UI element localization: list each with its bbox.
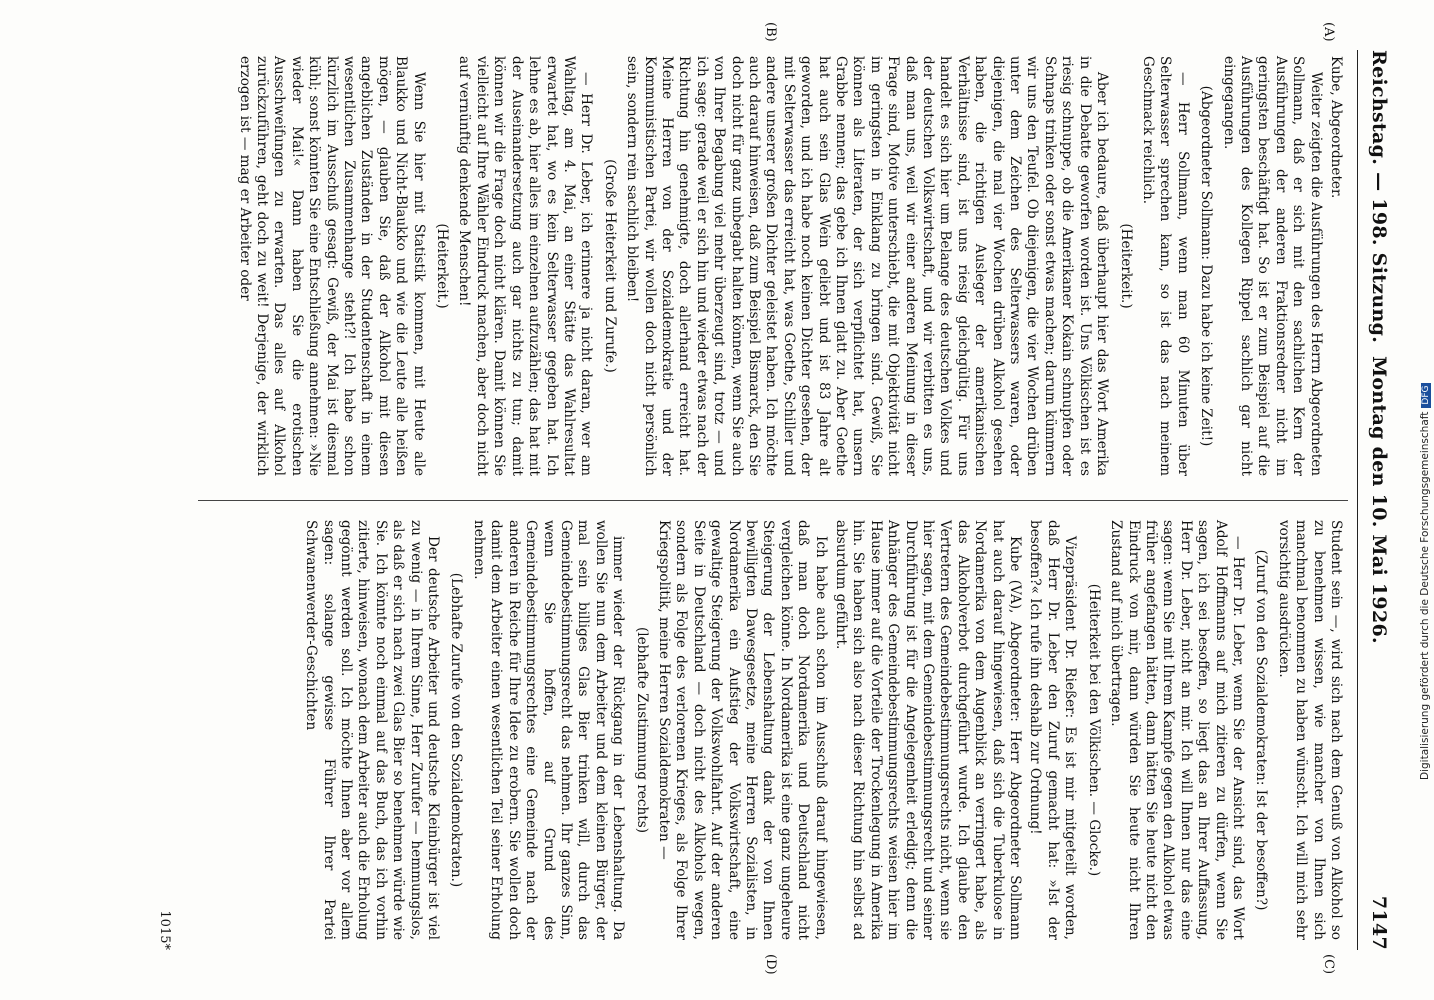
paragraph: Student sein —, wird sich nach dem Genuß von Alkohol so zu benehmen wissen, wie mancher von Ihnen sich manchmal benommen zu haben wünscht. Ich will mich sehr vorsichtig ausdrücken. [1275, 520, 1344, 940]
digitization-credit [1419, 220, 1434, 780]
paragraph: Aber ich bedaure, daß überhaupt hier das Wort Amerika in die Debatte geworfen worden ist. Uns Völkischen ist es riesig schnuppe, ob die Amerikaner Kokain schnupfen oder Schnaps trinken oder sonst etwas machen; darum kümmern wir uns den Teufel. Ob diejenigen, die vier Wochen drüben unter dem Zeichen des Selterwassers waren, oder diejenigen, die mal vier Wochen drüben Alkohol gesehen haben, die richtigen Ausleger der amerikanischen Verhältnisse sind, ist uns riesig gleichgültig. Für uns handelt es sich hier um Belange des deutschen Volkes und der deutschen Volkswirtschaft, und wir verbitten es uns, daß man uns, weil wir einer anderen Meinung in dieser Frage sind, Motive unterschiebt, die mit Objektivität nicht im geringsten in Einklang zu bringen sind. Gewiß, Sie können als Literaten, der sich verpflichtet hat, unsern Grabbe nennen; das gebe ich Ihnen glatt zu. Aber Goethe hat auch sein Glas Wein geliebt und ist 83 Jahre alt geworden, und ich habe noch keinen Dichter gesehen, der mit Selterwasser das erreicht hat, was Goethe, Schiller und andere unserer großen Dichter geleistet haben. Ich möchte auch darauf hinweisen, daß zum Beispiel Bismarck, den Sie doch nicht für ganz unbegabt halten können, wenn Sie auch von Ihrer Begabung viel mehr überzeugt sind, trotz — und ich sage: gerade weil er sich hin und wieder etwas nach der Richtung hin genehmigte, doch allerhand erreicht hat. Meine Herren von der Sozialdemokratie und der Kommunistischen Partei, wir wollen doch nicht persönlich sein, sondern rein sachlich bleiben! [624, 56, 1111, 476]
paragraph: Kube (VA), Abgeordneter: Herr Abgeordneter Sollmann hat auch darauf hingewiesen, daß sich die Tuberkulose in Nordamerika von dem Augenblick an verringert habe, als das Alkoholverbot durchgeführt wurde. Ich glaube den Vertretern des Gemeindebestimmungsrechts nicht, wenn sie hier sagen, mit dem Gemeindebestimmungsrecht und seiner Durchführung ist für die Angelegenheit erledigt; denn die Anhänger des Gemeindebestimmungsrechts weisen hier im Hause immer auf die Vorteile der Trockenlegung in Amerika hin. Sie haben sich also nach dieser Richtung hin selbst ad absurdum geführt. [833, 520, 1024, 940]
credit-text: Digitalisierung gefördert durch die Deutsche Forschungsgemeinschaft [1419, 411, 1431, 780]
rotated-page [138, 22, 1398, 975]
paragraph: Wenn Sie hier mit Statistik kommen, mit Heute alle Blaukko und Nicht-Blaukko und wie die Leute alle heißen mögen, — glauben Sie, daß der Alkohol mit diesen angeblichen Zuständen in der Studentenschaft in einem wesentlichen Zusammenhange steht?! Ich habe schon kürzlich im Ausschuß gesagt: Gewiß, der Mai ist diesmal kühl; sonst könnten Sie eine Entschließung annehmen: »Nie wieder Mai!« Dann haben Sie die erotischen Ausschweifungen zu erwarten. Das alles auf Alkohol zurückzuführen, geht doch zu weit! Derjenige, der wirklich erzogen ist — mag er Arbeiter oder [236, 56, 427, 476]
margin-mark-d: (D) [763, 954, 778, 975]
interjection: (Heiterkeit.) [434, 223, 451, 309]
column-divider [198, 500, 1348, 501]
header-page-number: 7147 [1368, 895, 1390, 950]
paragraph: Kube, Abgeordneter. [1328, 56, 1344, 199]
interjection: (Abgeordneter Sollmann: Dazu habe ich keine Zeit!) [1198, 85, 1215, 447]
interjection: (Zuruf von den Sozialdemokraten: Ist der besoffen?) [1253, 549, 1270, 911]
header-left: Reichstag. — 198. Sitzung. [1368, 50, 1390, 344]
paragraph: — Herr Dr. Leber, wenn Sie der Ansicht sind, das Wort Adolf Hoffmanns auf mich zitieren zu dürfen, wenn Sie sagen, ich sei besoffen, so liegt das an Ihrer Auffassung, Herr Dr. Leber, nicht an mir. Ich will Ihnen nur das eine sagen: wenn Sie mit Ihrem Kampfe gegen den Alkohol etwas früher angefangen hätten, dann hätten Sie heute nicht den Eindruck von mir, dann würden Sie heute nicht Ihren Zustand auf mich übertragen. [1108, 520, 1246, 940]
paragraph: Ich habe auch schon im Ausschuß darauf hingewiesen, daß man doch Nordamerika und Deutschland nicht vergleichen könne. In Nordamerika ist eine ganz ungeheure Steigerung der Lebenshaltung dank der von Ihnen bewilligten Dawesgesetze, meine Herren Sozialisten, in Nordamerika ein Aufstieg der Volkswirtschaft, eine gewaltige Steigerung der Volkswohlfahrt. Auf der anderen Seite in Deutschland — doch nicht des Alkohols wegen, sondern als Folge des verlorenen Krieges, als Folge Ihrer Kriegspolitik, meine Herren Sozialdemokraten — [655, 520, 829, 940]
page-header [1357, 50, 1398, 950]
interjection: (Heiterkeit bei den Völkischen. — Glocke.) [1085, 583, 1102, 877]
margin-mark-c: (C) [1321, 954, 1336, 975]
paragraph: Der deutsche Arbeiter und deutsche Kleinbürger ist viel zu wenig — in Ihrem Sinne, Herr Zurufer — hemmungslos, als daß er sich nach zwei Glas Bier so benehmen würde wie Sie. Ich könnte noch einmal auf das Buch, das ich vorhin zitierte, hinweisen, wonach dem Arbeiter auch die Erholung gegönnt werden soll. Ich möchte Ihnen aber vor allem sagen: solange gewisse Führer Ihrer Partei Schwanenwerder-Geschichten [303, 520, 442, 940]
interjection: (Große Heiterkeit und Zurufe.) [601, 159, 618, 373]
paragraph: Vizepräsident Dr. Rießer: Es ist mir mitgeteilt worden, daß Herr Dr. Leber den Zuruf gemacht hat: »Ist der besoffen?« Ich rufe ihn deshalb zur Ordnung! [1027, 520, 1079, 940]
dfg-logo: DFG [1421, 383, 1431, 408]
interjection: (Lebhafte Zurufe von den Sozialdemokraten.) [448, 572, 465, 888]
right-column [299, 520, 1344, 940]
paragraph: immer wieder der Rückgang in der Lebenshaltung. Da wollen Sie nun dem Arbeiter und dem kleinen Bürger, der mal sein billiges Glas Bier trinken will, durch das Gemeindebestimmungsrecht das nehmen. Ihr ganzes Sinn, wenn Sie hoffen, auf Grund des Gemeindebestimmungsrechtes eine Gemeinde nach der anderen in Reiche für Ihre Idee zu erobern. Sie wollen doch damit dem Arbeiter einen wesentlichen Teil seiner Erholung nehmen. [470, 520, 627, 940]
interjection: (Heiterkeit.) [1117, 223, 1134, 309]
paragraph: Weiter zeigten die Ausführungen des Herrn Abgeordneten Sollmann, daß er sich mit den sachlichen Kern der Ausführungen der anderen Fraktionsredner nicht im geringsten beschäftigt hat. So ist er zum Beispiel auf die Ausführungen des Kollegen Rippel sachlich gar nicht eingegangen. [1220, 56, 1324, 476]
page-footer: 1015* [157, 910, 172, 950]
interjection: (lebhafte Zustimmung rechts) [633, 626, 650, 834]
left-column [232, 56, 1344, 476]
paragraph: — Herr Dr. Leber, ich erinnere ja nicht daran, wer am Wahltag, am 4. Mai, an einer Stätte das Wahlresultat erwartet hat, wo es kein Selterwasser gegeben hat. Ich lehne es ab, hier alles im einzelnen aufzuzählen; das hat mit der Auseinandersetzung auch gar nichts zu tun; damit können wir die Frage doch nicht klären. Damit können Sie vielleicht auf Ihre Wähler Eindruck machen, aber doch nicht auf vernünftig denkende Menschen! [456, 56, 595, 476]
paragraph: — Herr Sollmann, wenn man 60 Minuten über Selterwasser sprechen kann, so ist das nach meinem Geschmack reichlich. [1139, 56, 1191, 476]
header-center: Montag den 10. Mai 1926. [1368, 356, 1390, 644]
margin-mark-a: (A) [1321, 22, 1336, 42]
margin-mark-b: (B) [763, 22, 778, 42]
